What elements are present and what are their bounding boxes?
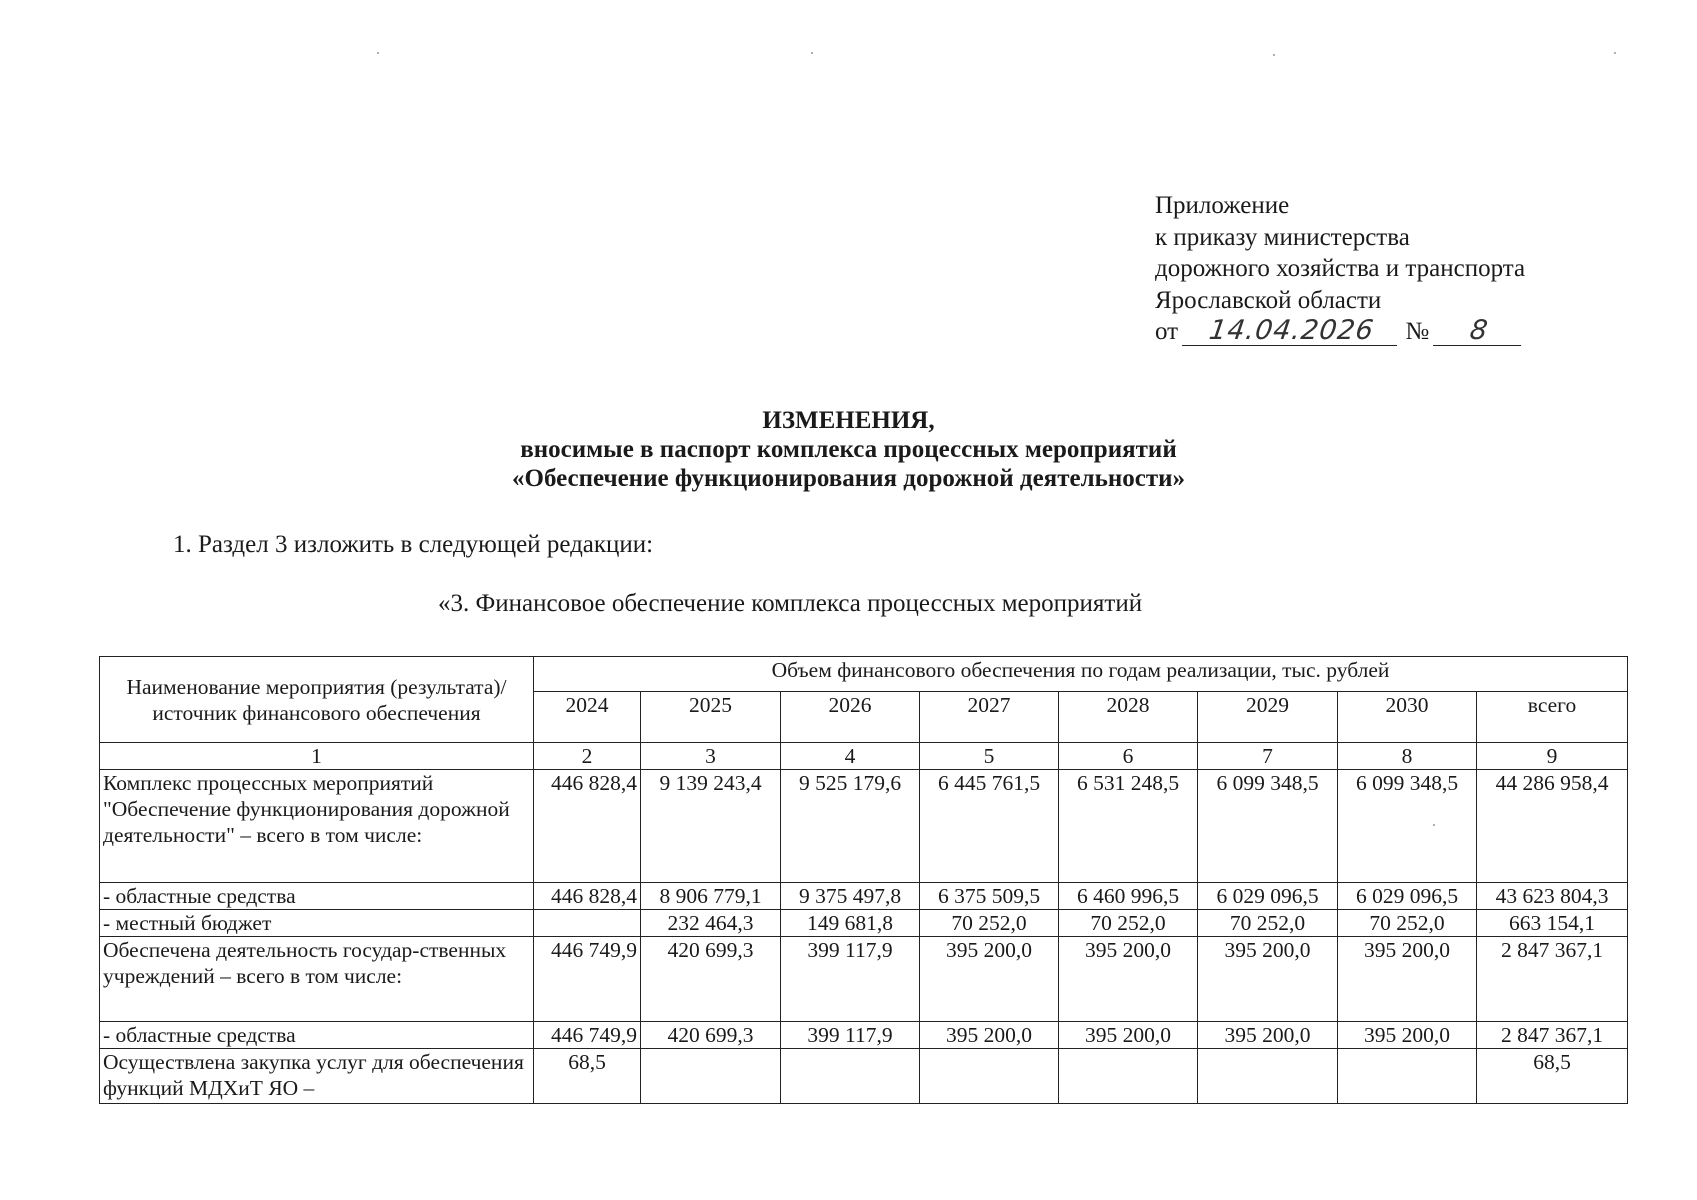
year-header: 2028: [1059, 692, 1198, 743]
appendix-line: дорожного хозяйства и транспорта: [1155, 255, 1526, 282]
year-header: 2030: [1338, 692, 1477, 743]
document-title: [0, 406, 1697, 493]
row-value: 420 699,3: [641, 1022, 781, 1049]
row-value: 232 464,3: [641, 910, 781, 937]
year-header: 2025: [641, 692, 781, 743]
column-number: 2: [534, 743, 641, 770]
row-value: [920, 1049, 1059, 1104]
row-value: 6 531 248,5: [1059, 770, 1198, 883]
column-number: 1: [100, 743, 534, 770]
row-value: 395 200,0: [1338, 937, 1477, 1022]
row-total: 44 286 958,4: [1477, 770, 1628, 883]
row-name: Комплекс процессных мероприятий "Обеспечение функционирования дорожной деятельности" – всего в том числе:: [100, 770, 534, 883]
table-row: [100, 770, 1628, 883]
row-value: [1338, 1049, 1477, 1104]
row-value: 395 200,0: [1059, 1022, 1198, 1049]
table-row: [100, 1022, 1628, 1049]
row-name: - местный бюджет: [100, 910, 534, 937]
total-header: всего: [1477, 692, 1628, 743]
row-value: 6 445 761,5: [920, 770, 1059, 883]
row-name: - областные средства: [100, 1022, 534, 1049]
year-header: 2024: [534, 692, 641, 743]
row-value: 395 200,0: [920, 937, 1059, 1022]
row-value: 6 099 348,5: [1338, 770, 1477, 883]
scan-speck: [811, 52, 813, 54]
title-line-1: ИЗМЕНЕНИЯ,: [762, 407, 935, 434]
row-value: 9 375 497,8: [781, 883, 920, 910]
title-line-2: вносимые в паспорт комплекса процессных мероприятий: [520, 436, 1177, 463]
row-value: 395 200,0: [920, 1022, 1059, 1049]
row-value: 8 906 779,1: [641, 883, 781, 910]
row-value: [1059, 1049, 1198, 1104]
row-value: 395 200,0: [1198, 1022, 1338, 1049]
section-title: «3. Финансовое обеспечение комплекса процессных мероприятий: [438, 590, 1143, 617]
row-value: 395 200,0: [1059, 937, 1198, 1022]
row-name: Осуществлена закупка услуг для обеспечения функций МДХиТ ЯО –: [100, 1049, 534, 1104]
row-value: [1198, 1049, 1338, 1104]
table-row: [100, 910, 1628, 937]
column-number: 6: [1059, 743, 1198, 770]
row-value: 6 375 509,5: [920, 883, 1059, 910]
appendix-block: [1155, 190, 1525, 348]
row-value: 6 460 996,5: [1059, 883, 1198, 910]
row-value: 399 117,9: [781, 1022, 920, 1049]
handwritten-number: 8: [1433, 317, 1525, 346]
row-value: 6 099 348,5: [1198, 770, 1338, 883]
scan-speck: [377, 52, 379, 54]
table-row: [100, 1049, 1628, 1104]
appendix-date-line: [1155, 316, 1525, 348]
column-number: 7: [1198, 743, 1338, 770]
year-header: 2027: [920, 692, 1059, 743]
year-header: 2026: [781, 692, 920, 743]
row-value: 9 525 179,6: [781, 770, 920, 883]
row-value: 420 699,3: [641, 937, 781, 1022]
scan-speck: [1614, 52, 1616, 54]
row-value: 446 749,9: [534, 937, 641, 1022]
table-row: [100, 883, 1628, 910]
row-total: 2 847 367,1: [1477, 1022, 1628, 1049]
number-sign: №: [1405, 318, 1430, 345]
row-value: 149 681,8: [781, 910, 920, 937]
row-value: 6 029 096,5: [1198, 883, 1338, 910]
row-value: 446 828,4: [534, 883, 641, 910]
column-number: 3: [641, 743, 781, 770]
row-total: 68,5: [1477, 1049, 1628, 1104]
row-value: [534, 910, 641, 937]
financing-table: [99, 656, 1628, 1104]
row-value: 70 252,0: [1338, 910, 1477, 937]
row-value: [641, 1049, 781, 1104]
column-number: 4: [781, 743, 920, 770]
title-line-3: «Обеспечение функционирования дорожной деятельности»: [512, 465, 1185, 492]
scan-speck: [1273, 54, 1275, 56]
row-value: [781, 1049, 920, 1104]
column-number: 9: [1477, 743, 1628, 770]
column-number: 5: [920, 743, 1059, 770]
column-number-row: [100, 743, 1628, 770]
appendix-line: Ярославской области: [1155, 286, 1382, 314]
row-value: 68,5: [534, 1049, 641, 1104]
table-row: [100, 937, 1628, 1022]
header-volume-cell: Объем финансового обеспечения по годам реализации, тыс. рублей: [534, 657, 1628, 692]
appendix-line: к приказу министерства: [1155, 223, 1410, 251]
column-number: 8: [1338, 743, 1477, 770]
row-value: 446 828,4: [534, 770, 641, 883]
date-prefix: от: [1155, 318, 1179, 345]
row-value: 70 252,0: [1198, 910, 1338, 937]
appendix-line: Приложение: [1155, 192, 1290, 219]
year-header: 2029: [1198, 692, 1338, 743]
paragraph-1: 1. Раздел 3 изложить в следующей редакции:: [173, 531, 654, 558]
row-value: 395 200,0: [1338, 1022, 1477, 1049]
row-name: Обеспечена деятельность государ-ственных учреждений – всего в том числе:: [100, 937, 534, 1022]
row-value: 446 749,9: [534, 1022, 641, 1049]
row-total: 663 154,1: [1477, 910, 1628, 937]
handwritten-date: 14.04.2026: [1182, 317, 1401, 346]
row-value: 9 139 243,4: [641, 770, 781, 883]
row-value: 395 200,0: [1198, 937, 1338, 1022]
row-value: 70 252,0: [1059, 910, 1198, 937]
row-total: 2 847 367,1: [1477, 937, 1628, 1022]
header-name-cell: Наименование мероприятия (результата)/ источник финансового обеспечения: [100, 657, 534, 743]
row-value: 6 029 096,5: [1338, 883, 1477, 910]
row-total: 43 623 804,3: [1477, 883, 1628, 910]
row-name: - областные средства: [100, 883, 534, 910]
row-value: 70 252,0: [920, 910, 1059, 937]
row-value: 399 117,9: [781, 937, 920, 1022]
